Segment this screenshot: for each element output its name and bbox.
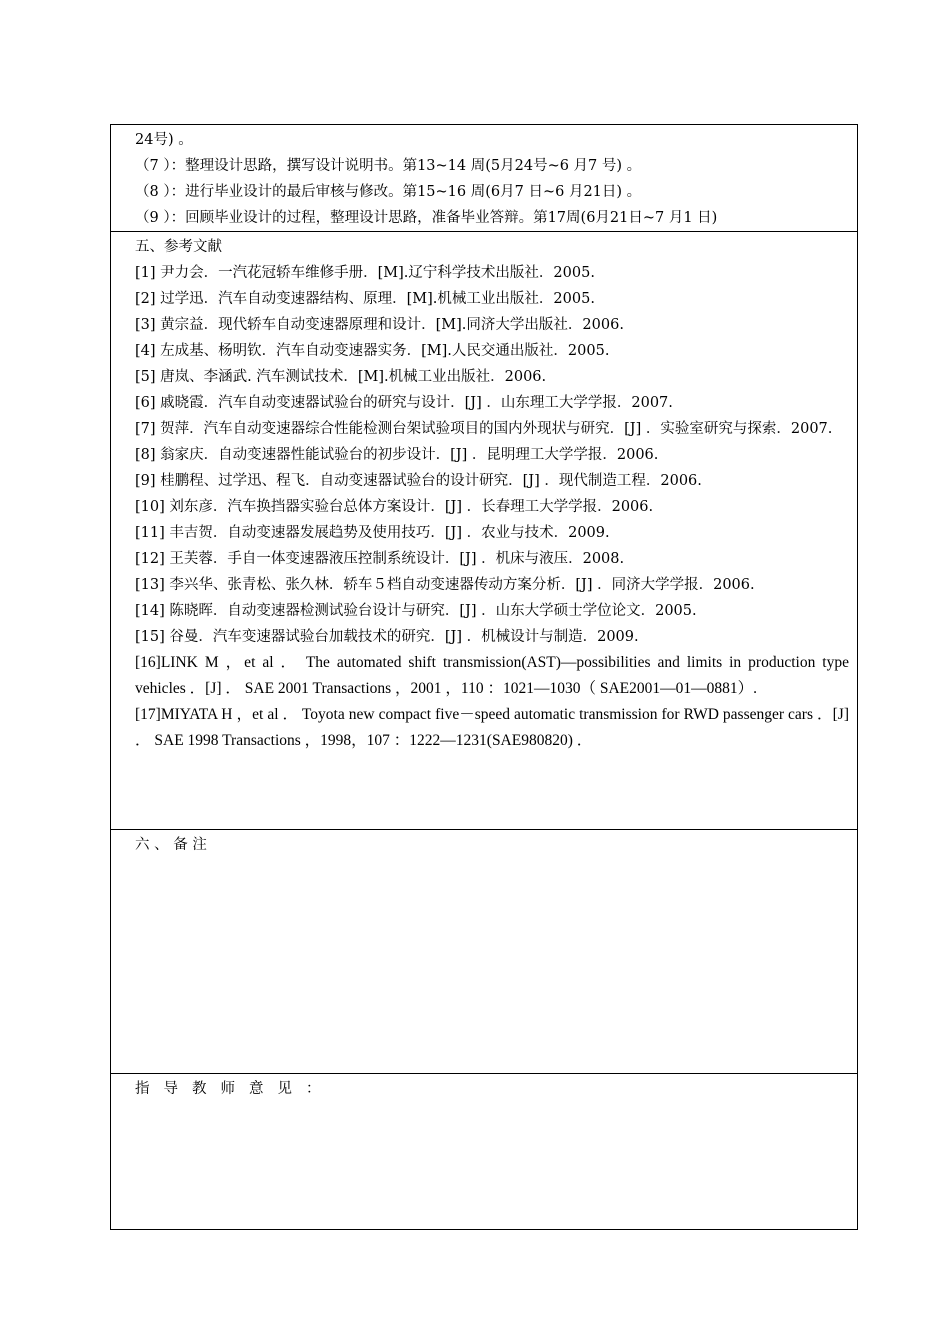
reference-item: [13] 李兴华、张青松、张久林．轿车５档自动变速器传动方案分析．[J] ．同济大学学报．2006. bbox=[135, 577, 755, 593]
reference-item: [10] 刘东彦．汽车换挡器实验台总体方案设计．[J] ．长春理工大学学报．2006. bbox=[135, 499, 654, 515]
reference-item: [2] 过学迅．汽车自动变速器结构、原理．[M].机械工业出版社．2005. bbox=[135, 291, 595, 307]
references-section bbox=[111, 231, 857, 829]
reference-item-english: [17]MIYATA H ，et al ． Toyota new compact five－speed automatic transmission for RWD passenger cars ．[J] ． SAE 1998 Transactions ，1998，107 ：1222—1231(SAE980820) ． bbox=[135, 706, 849, 749]
reference-item: [6] 戚晓霞．汽车自动变速器试验台的研究与设计．[J] ．山东理工大学学报．2007. bbox=[135, 395, 673, 411]
reference-item: [11] 丰吉贺．自动变速器发展趋势及使用技巧．[J] ．农业与技术．2009. bbox=[135, 525, 610, 541]
reference-item: [3] 黄宗益．现代轿车自动变速器原理和设计．[M].同济大学出版社．2006. bbox=[135, 317, 624, 333]
reference-item: [12] 王芙蓉．手自一体变速器液压控制系统设计．[J] ．机床与液压．2008. bbox=[135, 551, 625, 567]
reference-item: [1] 尹力会．一汽花冠轿车维修手册．[M].辽宁科学技术出版社．2005. bbox=[135, 265, 595, 281]
reference-item: [8] 翁家庆．自动变速器性能试验台的初步设计．[J] ．昆明理工大学学报．2006. bbox=[135, 447, 659, 463]
schedule-line: （7 ）：整理设计思路，撰写设计说明书。第13~14 周(5月24号~6 月7 号) 。 bbox=[135, 158, 642, 174]
remarks-section bbox=[111, 829, 857, 1073]
reference-item: [7] 贺萍．汽车自动变速器综合性能检测台架试验项目的国内外现状与研究．[J] ．实验室研究与探索．2007. bbox=[135, 421, 833, 437]
schedule-section bbox=[111, 125, 857, 231]
reference-item: [14] 陈晓晖．自动变速器检测试验台设计与研究．[J] ．山东大学硕士学位论文．2005. bbox=[135, 603, 697, 619]
reference-item-english: [16]LINK M ，et al ． The automated shift transmission(AST)—possibilities and limits in production type vehicles ．[J] ． SAE 2001 Transactions ，2001 ，110 ：1021—1030（ SAE2001—01—0881）. bbox=[135, 654, 849, 697]
reference-item: [15] 谷曼．汽车变速器试验台加载技术的研究．[J] ．机械设计与制造．2009. bbox=[135, 629, 639, 645]
reference-item: [5] 唐岚、李涵武. 汽车测试技术．[M].机械工业出版社．2006. bbox=[135, 369, 547, 385]
schedule-line: 24号) 。 bbox=[135, 132, 193, 148]
advisor-opinion-heading: 指导教师意见： bbox=[135, 1081, 335, 1097]
schedule-line: （9 ）：回顾毕业设计的过程，整理设计思路，准备毕业答辩。第17周(6月21日~7 月1 日) bbox=[135, 210, 718, 226]
references-heading: 五、参考文献 bbox=[135, 239, 222, 255]
advisor-opinion-section bbox=[111, 1073, 857, 1229]
remarks-heading: 六 、 备 注 bbox=[135, 837, 207, 853]
schedule-line: （8 ）：进行毕业设计的最后审核与修改。第15~16 周(6月7 日~6 月21日) 。 bbox=[135, 184, 642, 200]
reference-item: [9] 桂鹏程、过学迅、程飞．自动变速器试验台的设计研究．[J] ．现代制造工程．2006. bbox=[135, 473, 702, 489]
reference-item: [4] 左成基、杨明钦．汽车自动变速器实务．[M].人民交通出版社．2005. bbox=[135, 343, 610, 359]
proposal-form-table bbox=[110, 124, 858, 1230]
